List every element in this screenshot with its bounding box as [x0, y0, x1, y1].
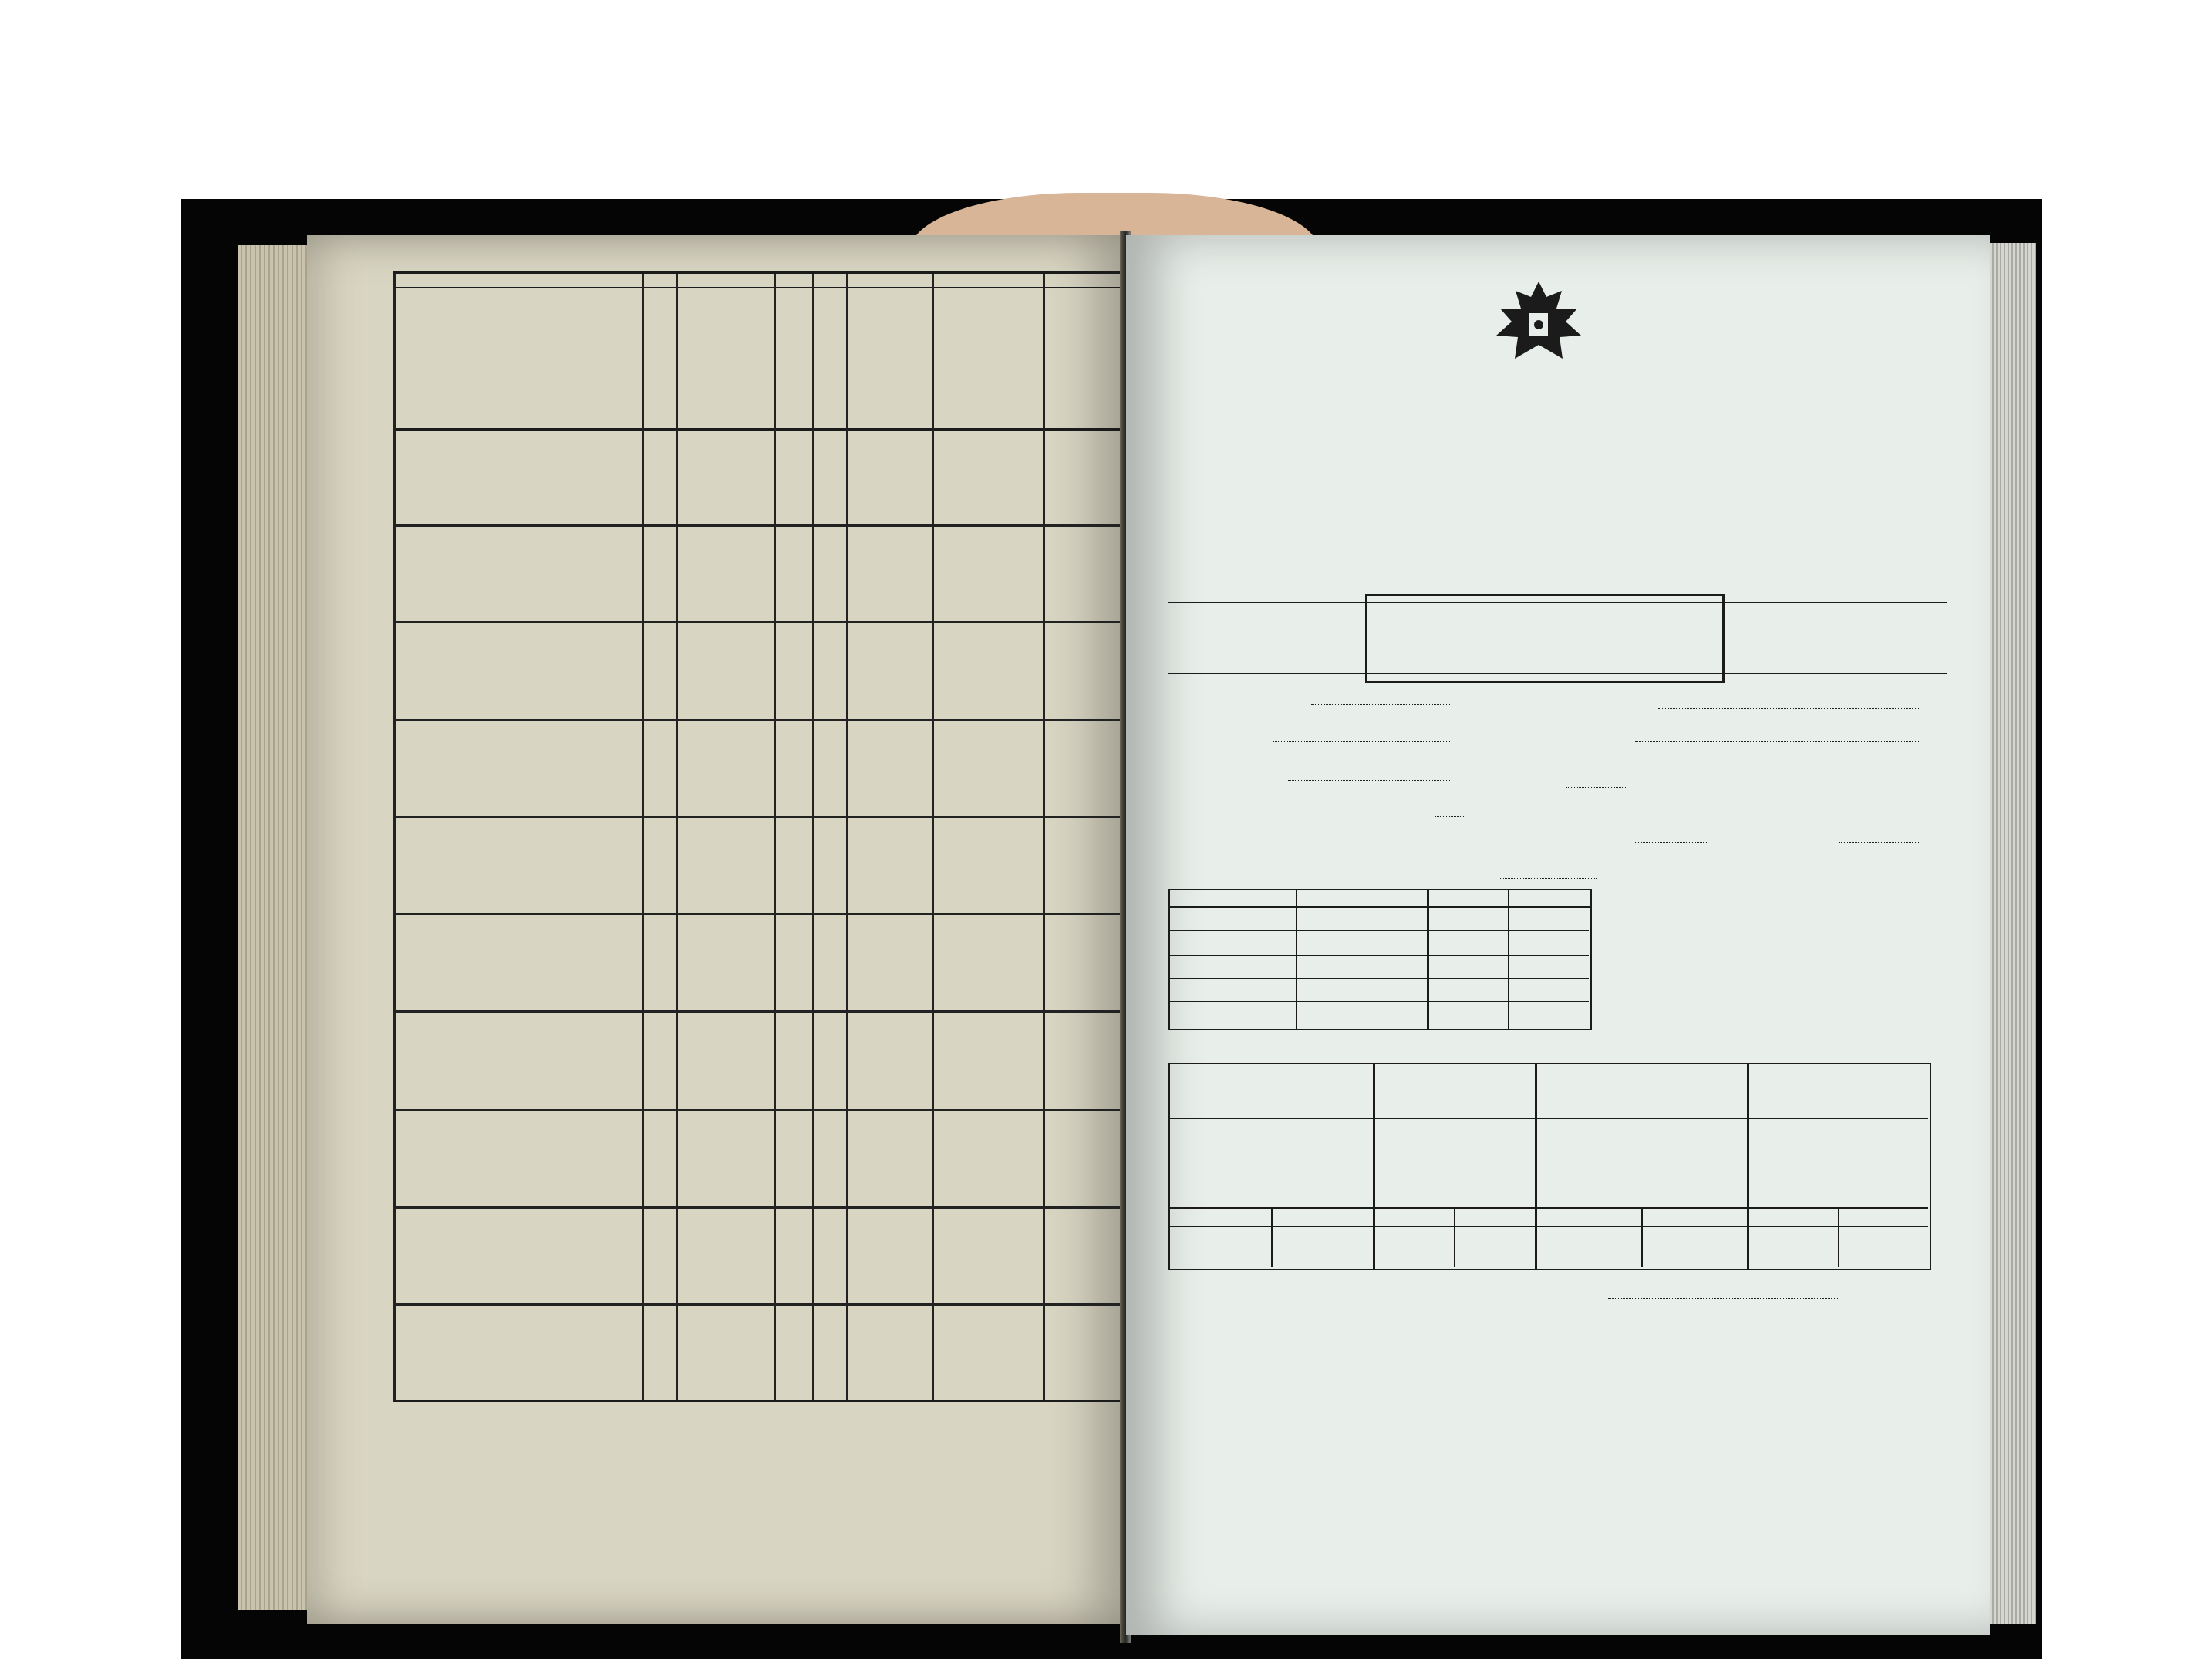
buildings-question-line[interactable] [1500, 878, 1597, 879]
field-house-line[interactable] [1635, 740, 1920, 742]
buildings-header-rule [1168, 906, 1590, 908]
population-col [1373, 1063, 1375, 1269]
buildings-table [1168, 889, 1592, 1030]
population-mf-col [1641, 1207, 1643, 1267]
table-num-rule [393, 287, 1126, 288]
field-apartment-line[interactable] [1566, 787, 1627, 788]
left-page [307, 235, 1126, 1624]
population-mf-col [1454, 1207, 1455, 1267]
row-line [393, 1010, 1126, 1013]
col-line-1 [642, 274, 644, 1400]
buildings-row-line [1168, 978, 1589, 979]
field-city-line[interactable] [1311, 703, 1450, 705]
row-line [393, 621, 1126, 623]
buildings-row-line [1168, 955, 1589, 956]
population-title-rule [1168, 1118, 1928, 1119]
left-page-stack [238, 245, 311, 1610]
right-page-stack [1990, 243, 2036, 1624]
buildings-col [1296, 889, 1297, 1029]
field-street-line[interactable] [1658, 707, 1920, 709]
row-line [393, 913, 1126, 915]
col-line-4 [812, 274, 814, 1400]
table-bottom-rule [393, 1400, 1126, 1402]
population-col [1747, 1063, 1749, 1269]
col-line-7 [1043, 274, 1045, 1400]
population-mf-col [1271, 1207, 1273, 1267]
population-table [1168, 1063, 1931, 1270]
table-top-rule [393, 271, 1126, 274]
row-line [393, 719, 1126, 721]
field-census-district-line[interactable] [1634, 841, 1707, 843]
col-line-6 [932, 274, 934, 1400]
field-count-district-line[interactable] [1839, 841, 1920, 843]
row-line [393, 524, 1126, 527]
imperial-eagle-emblem [1489, 274, 1589, 374]
enumerator-signature-line[interactable] [1608, 1297, 1839, 1299]
row-line [393, 1303, 1126, 1306]
col-line-5 [846, 274, 848, 1400]
col-line-2 [676, 274, 678, 1400]
table-header-rule [393, 428, 1126, 431]
row-line [393, 816, 1126, 818]
col-line-3 [774, 274, 776, 1400]
field-suburb-line[interactable] [1435, 815, 1465, 817]
population-mf-rule-2 [1168, 1226, 1928, 1227]
buildings-col [1508, 889, 1509, 1029]
population-mf-col [1838, 1207, 1839, 1267]
col-line-0 [393, 274, 396, 1400]
buildings-row-line [1168, 930, 1589, 931]
buildings-col [1427, 889, 1429, 1029]
field-quarter-line[interactable] [1288, 779, 1450, 781]
buildings-row-line [1168, 1001, 1589, 1002]
field-city-part-line[interactable] [1273, 740, 1450, 742]
row-line [393, 1109, 1126, 1111]
row-line [393, 1206, 1126, 1209]
form-title-box [1365, 594, 1725, 683]
population-col [1535, 1063, 1537, 1269]
population-mf-rule [1168, 1207, 1928, 1209]
